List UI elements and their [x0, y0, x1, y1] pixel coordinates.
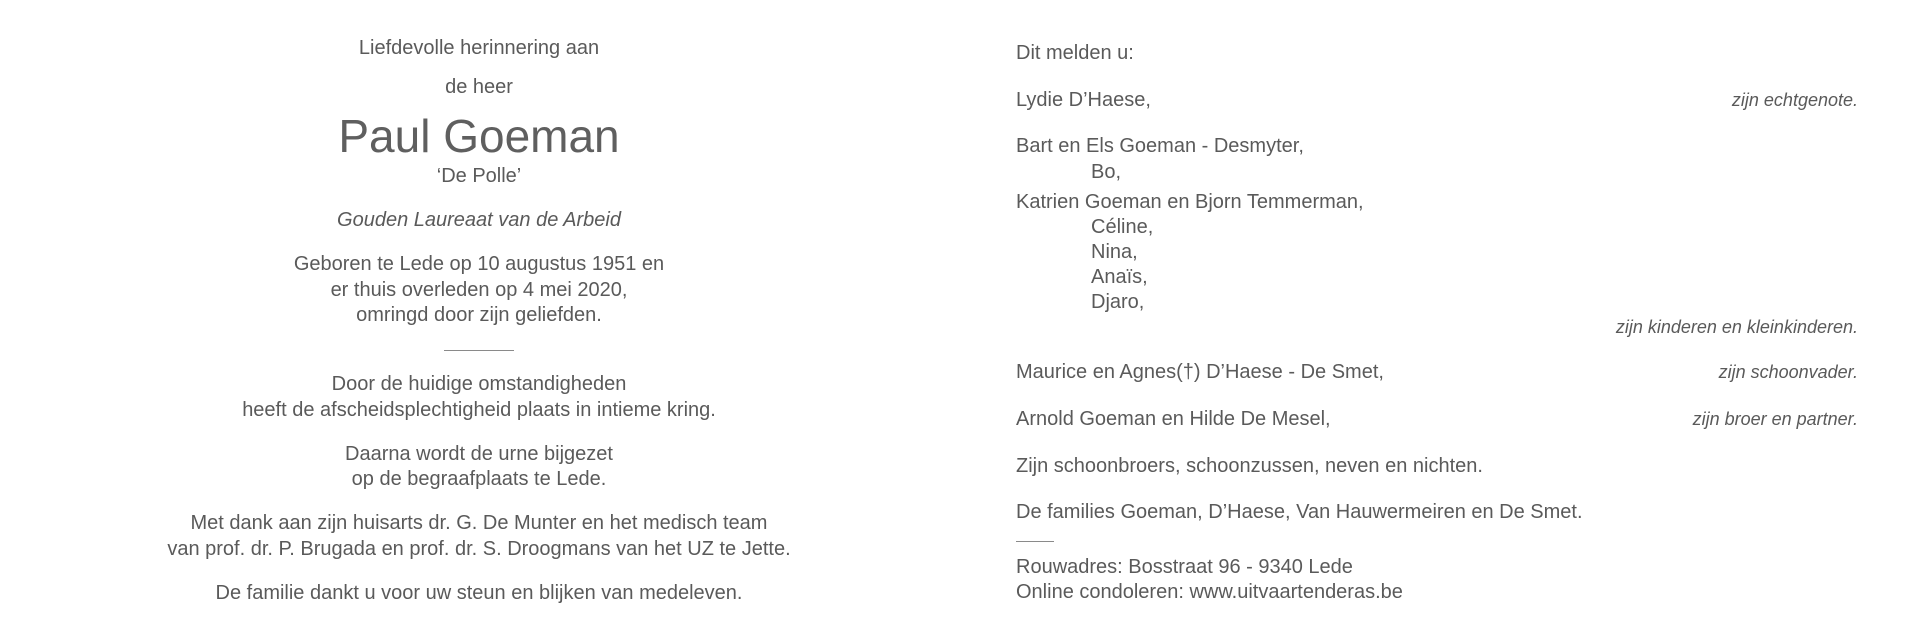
salutation: de heer: [445, 76, 513, 98]
children-relation: zijn kinderen en kleinkinderen.: [1615, 317, 1858, 337]
father-in-law-relation: zijn schoonvader.: [1718, 362, 1858, 382]
family-heading: Dit melden u:: [1016, 42, 1134, 64]
urn-line: op de begraafplaats te Lede.: [351, 468, 607, 490]
condolences-line: Online condoleren: www.uitvaartenderas.be: [1016, 581, 1403, 603]
ceremony-line: heeft de afscheidsplechtigheid plaats in intieme kring.: [242, 399, 716, 421]
child-name: Katrien Goeman en Bjorn Temmerman,: [1016, 191, 1364, 213]
thanks-line: van prof. dr. P. Brugada en prof. dr. S. Droogmans van het UZ te Jette.: [167, 538, 791, 560]
grandchild-name: Bo,: [1091, 161, 1122, 183]
spouse-relation: zijn echtgenote.: [1731, 90, 1858, 110]
father-in-law-name: Maurice en Agnes(†) D’Haese - De Smet,: [1016, 361, 1384, 383]
surrounded-line: omringd door zijn geliefden.: [356, 304, 602, 326]
child-name: Bart en Els Goeman - Desmyter,: [1016, 135, 1304, 157]
grandchild-name: Nina,: [1091, 241, 1138, 263]
thanks-line: Met dank aan zijn huisarts dr. G. De Munter en het medisch team: [190, 512, 768, 534]
brother-relation: zijn broer en partner.: [1692, 409, 1858, 429]
intro-text: Liefdevolle herinnering aan: [358, 37, 600, 59]
families-line: De families Goeman, D’Haese, Van Hauwermeiren en De Smet.: [1016, 501, 1583, 523]
grandchild-name: Anaïs,: [1091, 266, 1148, 288]
ceremony-line: Door de huidige omstandigheden: [331, 373, 627, 395]
divider: [1016, 541, 1054, 542]
urn-line: Daarna wordt de urne bijgezet: [345, 443, 613, 465]
closing-text: De familie dankt u voor uw steun en blijken van medeleven.: [215, 582, 743, 604]
death-line: er thuis overleden op 4 mei 2020,: [330, 279, 628, 301]
brother-name: Arnold Goeman en Hilde De Mesel,: [1016, 408, 1331, 430]
grandchild-name: Djaro,: [1091, 291, 1145, 313]
honor-title: Gouden Laureaat van de Arbeid: [337, 209, 621, 231]
grandchild-name: Céline,: [1091, 216, 1154, 238]
divider: [444, 350, 514, 351]
in-laws-line: Zijn schoonbroers, schoonzussen, neven en nichten.: [1016, 455, 1483, 477]
deceased-name: Paul Goeman: [338, 110, 620, 162]
nickname: ‘De Polle’: [436, 165, 522, 187]
birth-line: Geboren te Lede op 10 augustus 1951 en: [293, 253, 665, 275]
spouse-name: Lydie D’Haese,: [1016, 89, 1151, 111]
address-line: Rouwadres: Bosstraat 96 - 9340 Lede: [1016, 556, 1353, 578]
